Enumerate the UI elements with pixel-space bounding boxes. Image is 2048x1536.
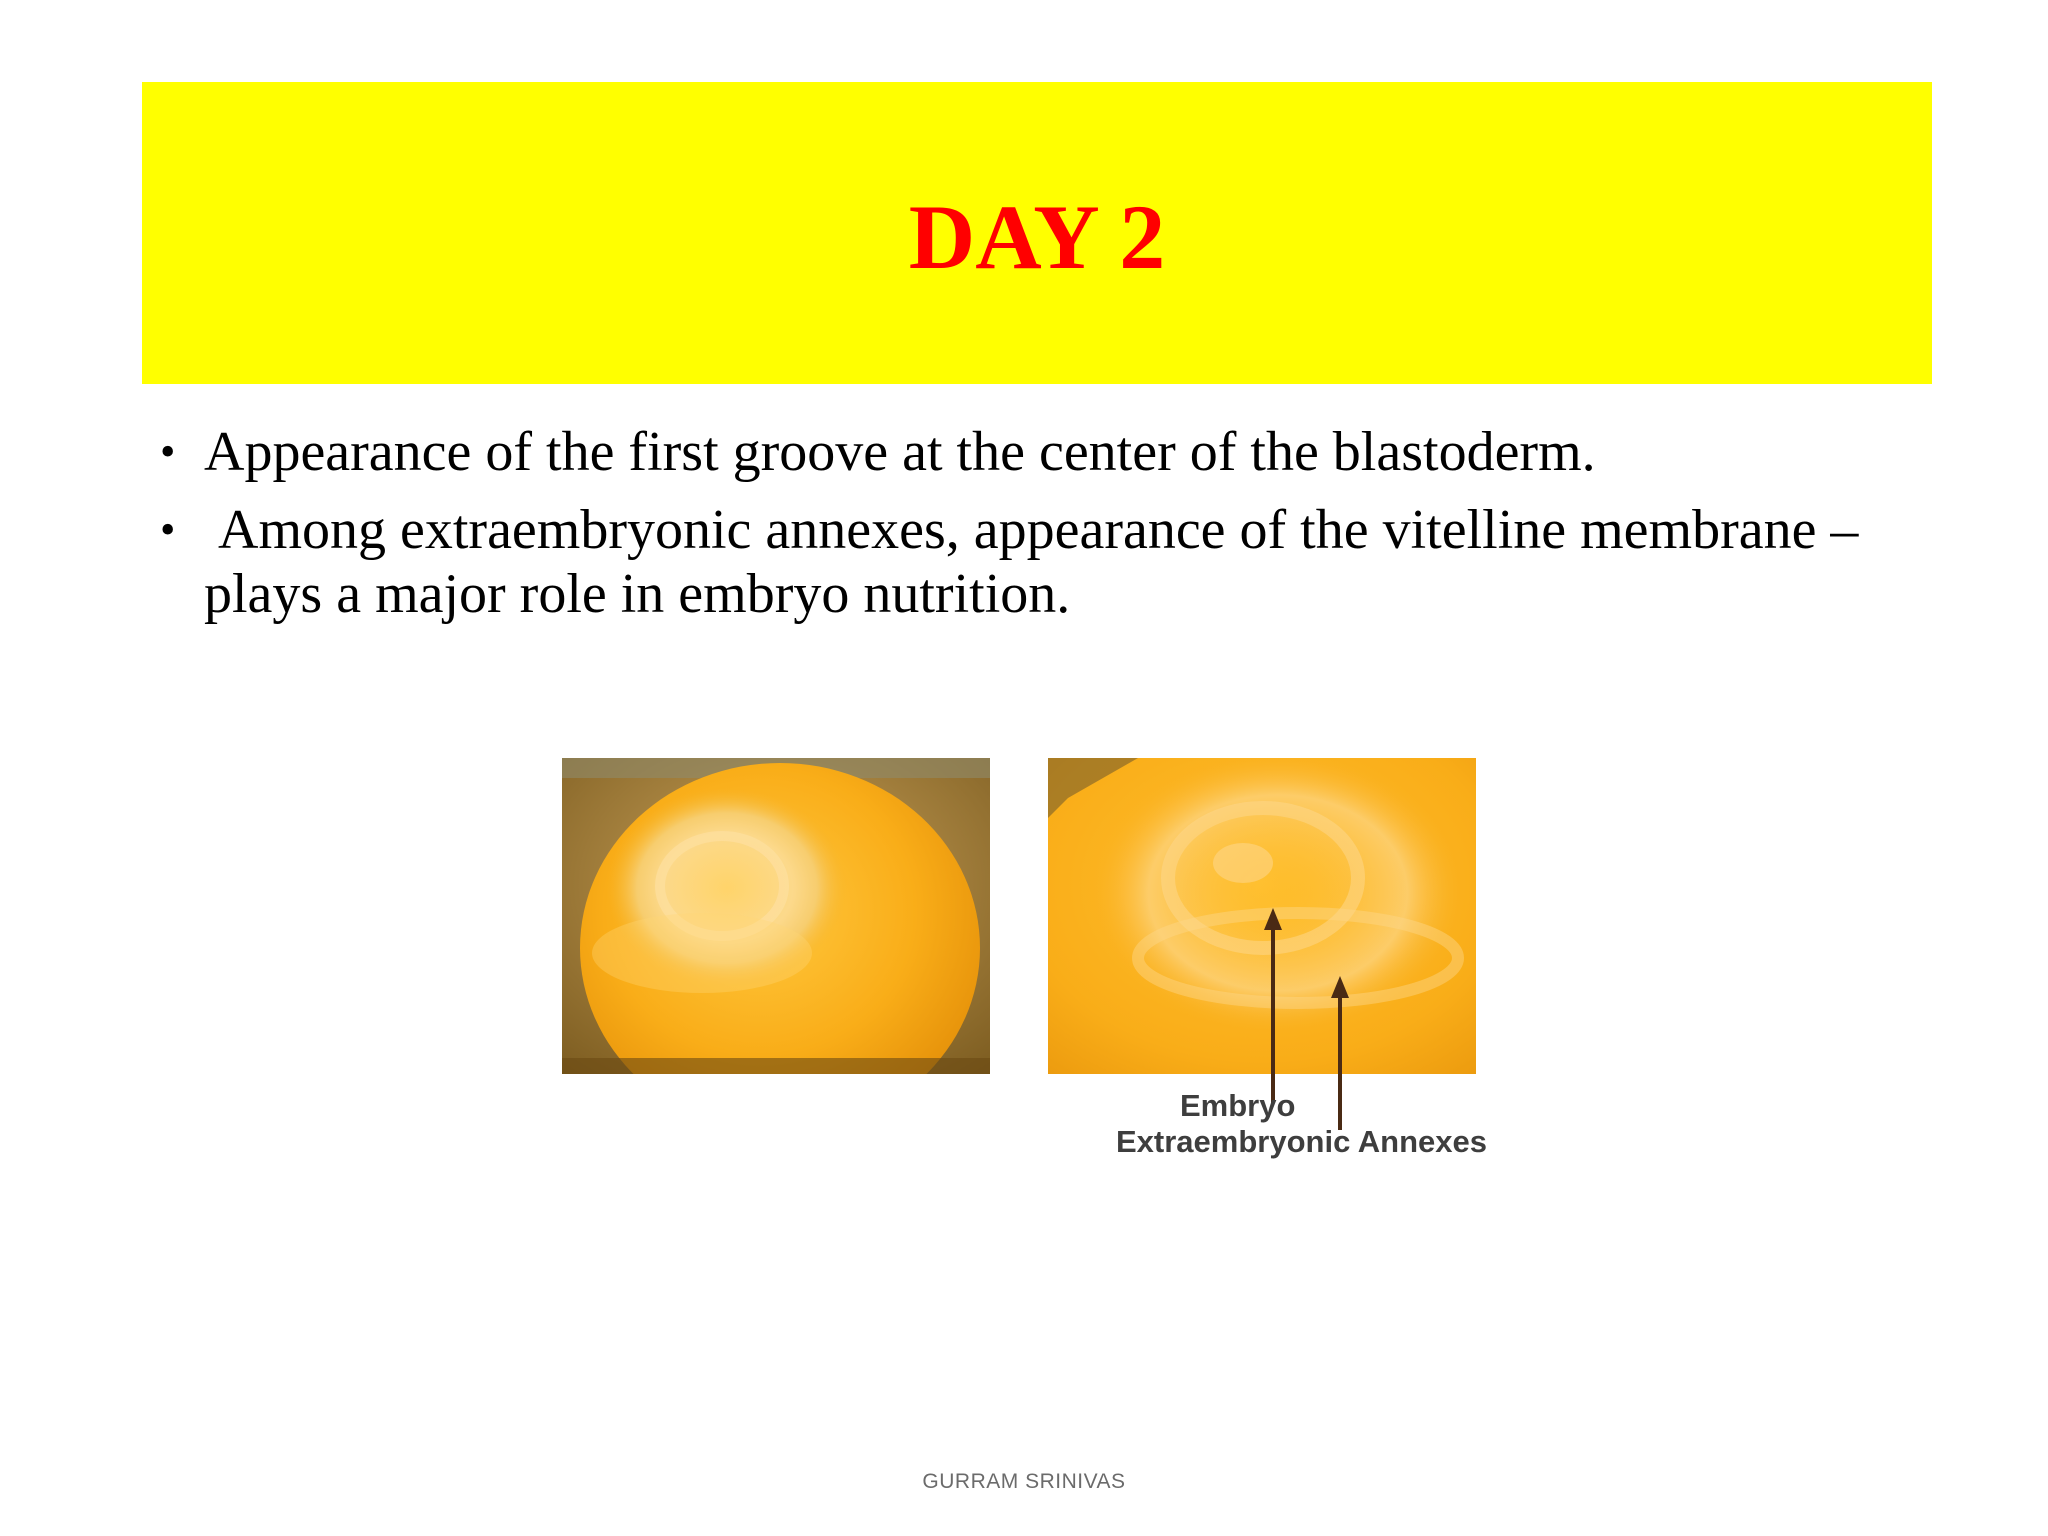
bullet-dot: • (160, 505, 176, 554)
arrow-overlay (1048, 758, 1476, 1138)
arrow-annexes-icon (1331, 976, 1349, 1130)
bullet-text: Among extraembryonic annexes, appearance of the vitelline membrane –plays a major role in embryo nutrition. (204, 499, 1859, 625)
bullet-dot: • (160, 427, 176, 476)
bullet-item (160, 420, 1920, 484)
bullet-list (160, 420, 1920, 640)
slide-title: DAY 2 (908, 186, 1166, 288)
bullet-text: Appearance of the first groove at the center of the blastoderm. (204, 421, 1596, 483)
arrow-embryo-icon (1264, 908, 1282, 1103)
label-embryo: Embryo (1180, 1088, 1296, 1123)
egg-yolk-photo (562, 758, 990, 1074)
label-extraembryonic-annexes: Extraembryonic Annexes (1116, 1124, 1488, 1159)
footer-author: GURRAM SRINIVAS (922, 1470, 1126, 1493)
bullet-item (160, 498, 1920, 626)
egg-yolk-image (562, 758, 990, 1074)
title-band (142, 82, 1932, 384)
